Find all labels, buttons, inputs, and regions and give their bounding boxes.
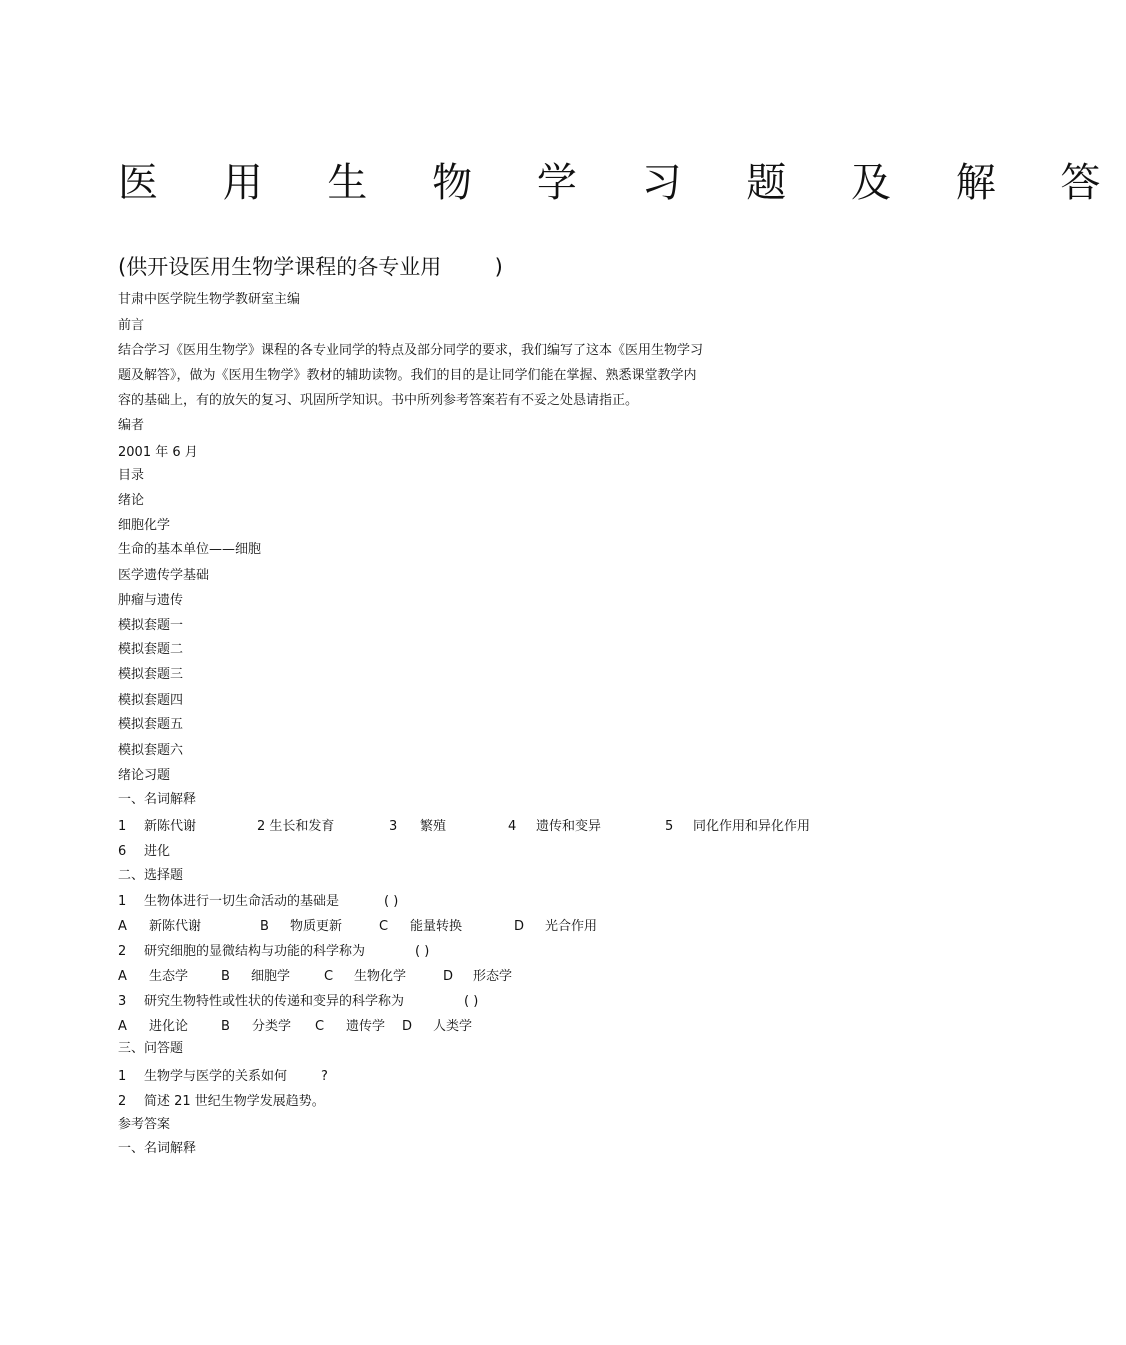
term: 2 生长和发育 [257,819,335,834]
toc-item: 细胞化学 [118,518,171,533]
question-number: 2 [118,944,127,959]
term: 进化 [144,844,171,859]
section-heading: 一、名词解释 [118,1141,197,1156]
term-number: 5 [665,819,674,834]
preface-line: 结合学习《医用生物学》课程的各专业同学的特点及部分同学的要求，我们编写了这本《医用生物学习 [118,343,704,358]
answer-blank: ( ) [384,894,399,909]
preface-heading: 前言 [118,318,145,333]
question-text: 简述 21 世纪生物学发展趋势。 [144,1094,325,1109]
toc-item: 模拟套题二 [118,642,184,657]
question-text: 生物体进行一切生命活动的基础是 [144,894,340,909]
toc-item: 模拟套题三 [118,667,184,682]
option-letter: A [118,1019,127,1034]
option-text: 新陈代谢 [149,919,202,934]
option-text: 细胞学 [251,969,291,984]
term: 遗传和变异 [536,819,602,834]
term: 繁殖 [420,819,447,834]
term-number: 4 [508,819,517,834]
document-title: 医 用 生 物 学 习 题 及 解 答 [118,160,1126,206]
question-number: 3 [118,994,127,1009]
toc-item: 医学遗传学基础 [118,568,210,583]
option-text: 人类学 [433,1019,473,1034]
option-letter: D [443,969,454,984]
term-number: 1 [118,819,127,834]
question-number: 1 [118,1069,127,1084]
answers-heading: 参考答案 [118,1117,171,1132]
question-text: 生物学与医学的关系如何 [144,1069,288,1084]
option-text: 能量转换 [410,919,463,934]
answer-blank: ( ) [415,944,430,959]
option-text: 生物化学 [354,969,407,984]
toc-item: 模拟套题四 [118,693,184,708]
document-subtitle: (供开设医用生物学课程的各专业用 ) [118,255,503,279]
term-number: 3 [389,819,398,834]
option-text: 光合作用 [545,919,598,934]
signature: 编者 [118,418,145,433]
section-heading: 一、名词解释 [118,792,197,807]
term: 新陈代谢 [144,819,197,834]
question-text: 研究细胞的显微结构与功能的科学称为 [144,944,366,959]
option-letter: A [118,919,127,934]
toc-item: 绪论 [118,493,145,508]
preface-line: 题及解答》，做为《医用生物学》教材的辅助读物。我们的目的是让同学们能在掌握、熟悉课堂教学内 [118,368,697,383]
date: 2001 年 6 月 [118,445,198,460]
option-text: 生态学 [149,969,189,984]
option-letter: C [324,969,334,984]
option-text: 物质更新 [290,919,343,934]
answer-blank: ( ) [464,994,479,1009]
question-number: 2 [118,1094,127,1109]
term: 同化作用和异化作用 [693,819,811,834]
option-text: 遗传学 [346,1019,386,1034]
section-heading: 二、选择题 [118,868,184,883]
option-letter: C [315,1019,325,1034]
exercise-heading: 绪论习题 [118,768,171,783]
option-letter: A [118,969,127,984]
question-number: 1 [118,894,127,909]
option-letter: B [221,1019,230,1034]
option-letter: B [221,969,230,984]
toc-heading: 目录 [118,468,145,483]
option-letter: D [402,1019,413,1034]
option-letter: C [379,919,389,934]
option-letter: D [514,919,525,934]
section-heading: 三、问答题 [118,1041,184,1056]
toc-item: 肿瘤与遗传 [118,593,184,608]
option-text: 进化论 [149,1019,189,1034]
question-mark: ? [321,1069,328,1084]
question-text: 研究生物特性或性状的传递和变异的科学称为 [144,994,405,1009]
toc-item: 模拟套题六 [118,743,184,758]
toc-item: 生命的基本单位——细胞 [118,542,262,557]
preface-line: 容的基础上，有的放矢的复习、巩固所学知识。书中所列参考答案若有不妥之处恳请指正。 [118,393,639,408]
option-letter: B [260,919,269,934]
option-text: 分类学 [252,1019,292,1034]
editor-line: 甘肃中医学院生物学教研室主编 [118,292,301,307]
option-text: 形态学 [473,969,513,984]
toc-item: 模拟套题五 [118,717,184,732]
toc-item: 模拟套题一 [118,618,184,633]
term-number: 6 [118,844,127,859]
